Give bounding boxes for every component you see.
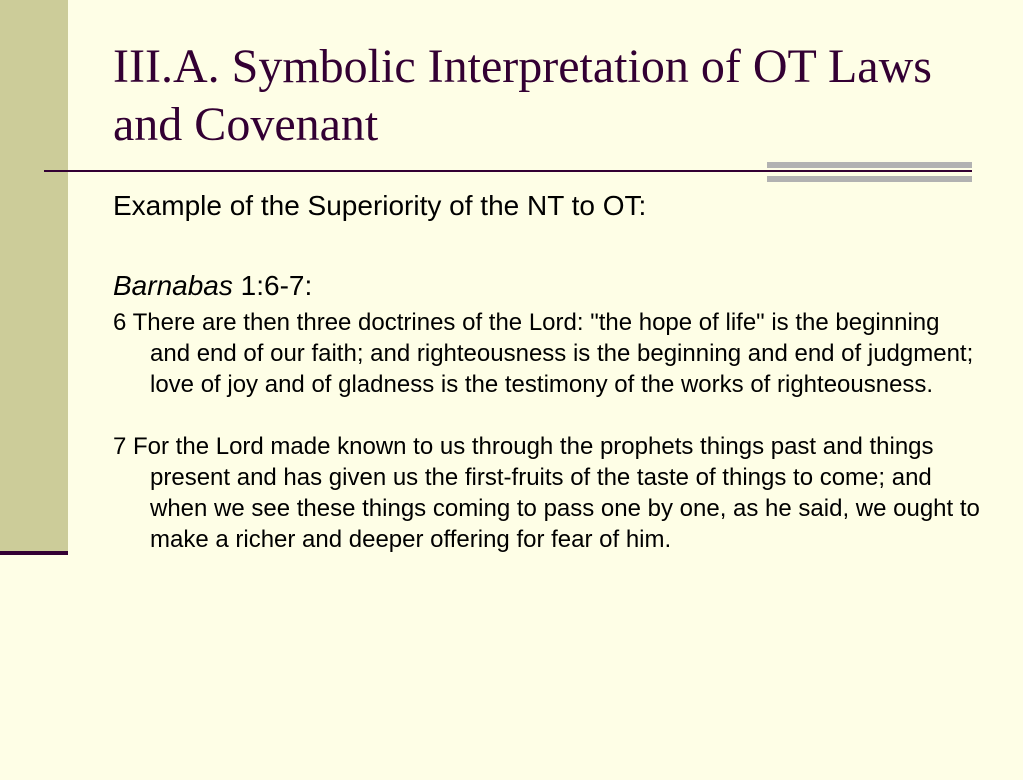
slide-title: III.A. Symbolic Interpretation of OT Laws and Covenant [113, 40, 932, 151]
left-decorative-band [0, 0, 68, 552]
reference-book: Barnabas [113, 270, 233, 301]
reference-verses: 1:6-7: [232, 270, 313, 301]
verse-6: 6 There are then three doctrines of the Lord: "the hope of life" is the beginning and end of our faith; and righteousness is the beginning and end of judgment; love of joy and of gladness is the testimony of the works of righteousness. [113, 309, 974, 398]
slide-body [113, 186, 983, 555]
verse-7: 7 For the Lord made known to us through the prophets things past and things present and has given us the first-fruits of the taste of things to come; and when we see these things coming to pass one by one, as he said, we ought to make a richer and deeper offering for fear of him. [113, 433, 980, 553]
accent-bar-top [767, 162, 972, 168]
scripture-reference [113, 266, 983, 306]
title-underline [44, 170, 972, 172]
left-band-rule [0, 551, 68, 555]
intro-line: Example of the Superiority of the NT to OT: [113, 190, 647, 221]
accent-bar-bottom [767, 176, 972, 182]
